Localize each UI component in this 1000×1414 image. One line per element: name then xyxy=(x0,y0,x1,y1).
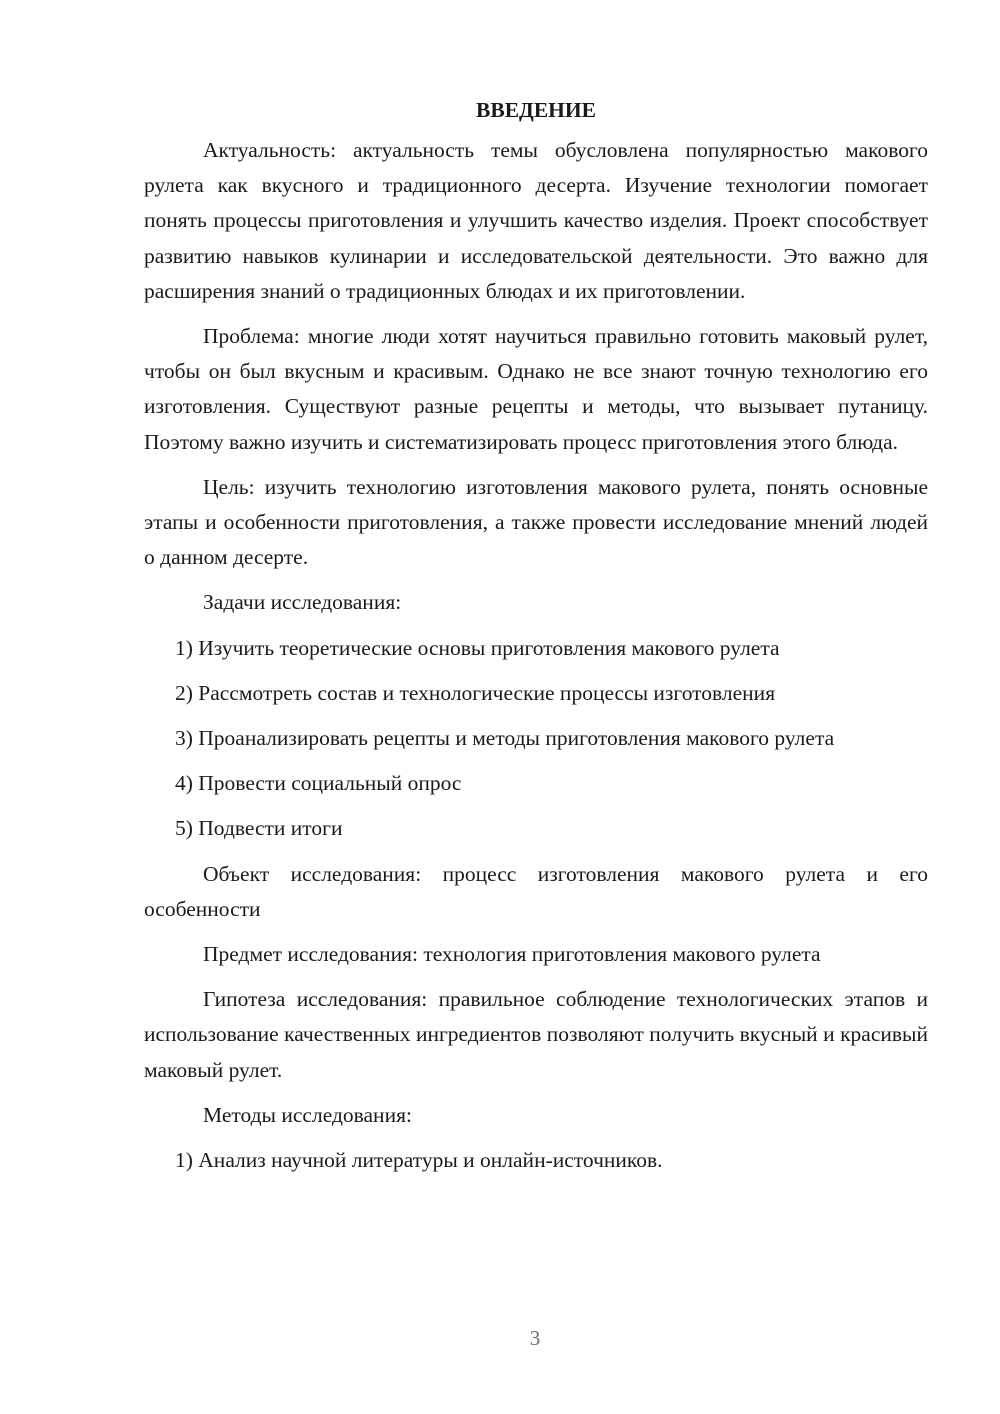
tasks-heading: Задачи исследования: xyxy=(203,590,402,615)
page-number: 3 xyxy=(529,1326,541,1350)
goal-paragraph: Цель: изучить технологию изготовления макового рулета, понять основные этапы и особенности приготовления, а также провести исследование мнений людей о данном десерте. xyxy=(144,474,928,570)
relevance-paragraph: Актуальность: актуальность темы обусловлена популярностью макового рулета как вкусного и традиционного десерта. Изучение технологии помогает понять процессы приготовления и улучшить качество изделия. Проект способствует развитию навыков кулинарии и исследовательской деятельности. Это важно для расширения знаний о традиционных блюдах и их приготовлении. xyxy=(144,138,928,303)
task-item-4: 4) Провести социальный опрос xyxy=(175,771,462,796)
methods-heading: Методы исследования: xyxy=(203,1102,412,1127)
task-item-5: 5) Подвести итоги xyxy=(175,816,343,841)
task-item-3: 3) Проанализировать рецепты и методы приготовления макового рулета xyxy=(175,726,835,751)
method-item-1: 1) Анализ научной литературы и онлайн-источников. xyxy=(175,1148,663,1173)
hypothesis-paragraph: Гипотеза исследования: правильное соблюдение технологических этапов и использование качественных ингредиентов позволяют получить вкусный и красивый маковый рулет. xyxy=(144,987,928,1082)
task-item-1: 1) Изучить теоретические основы приготовления макового рулета xyxy=(175,635,780,660)
section-title: ВВЕДЕНИЕ xyxy=(476,98,596,122)
problem-paragraph: Проблема: многие люди хотят научиться правильно готовить маковый рулет, чтобы он был вкусным и красивым. Однако не все знают точную технологию его изготовления. Существуют разные рецепты и методы, что вызывает путаницу. Поэтому важно изучить и систематизировать процесс приготовления этого блюда. xyxy=(144,324,928,454)
task-item-2: 2) Рассмотреть состав и технологические процессы изготовления xyxy=(175,680,776,705)
object-paragraph: Объект исследования: процесс изготовления макового рулета и его особенности xyxy=(144,861,928,921)
subject-paragraph: Предмет исследования: технология приготовления макового рулета xyxy=(203,942,821,967)
document-page xyxy=(144,92,928,1188)
